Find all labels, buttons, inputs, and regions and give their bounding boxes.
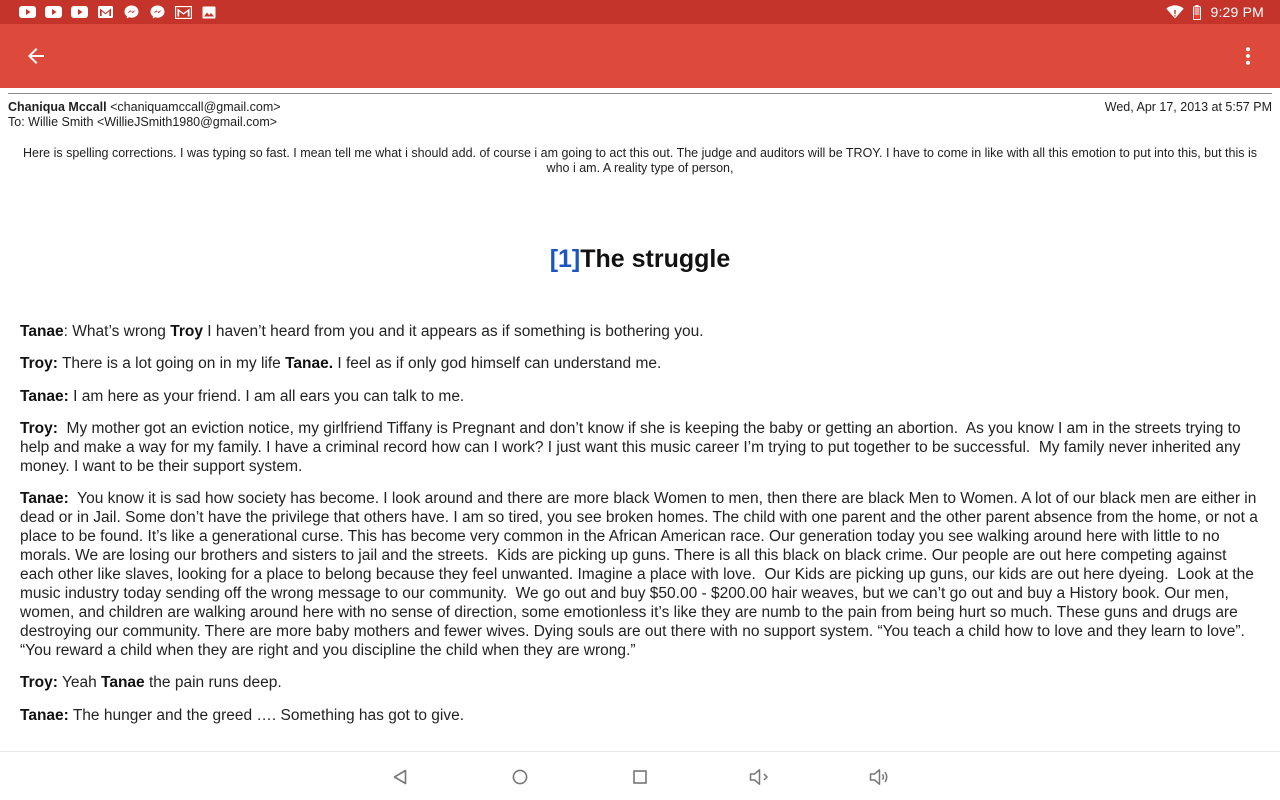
dialogue-text: the pain runs deep. [144,674,282,692]
dialogue-line [20,673,1262,692]
dialogue-body [20,322,1262,738]
status-time: 9:29 PM [1210,4,1264,20]
email-intro: Here is spelling corrections. I was typing so fast. I mean tell me what i should add. of course i am going to act this out. The judge and auditors will be TROY. I have to come in like with all this emotion to put into this, but this is who i am. A reality type of person, [23,146,1257,175]
dialogue-text: The hunger and the greed …. Something has got to give. [72,706,465,724]
nav-home-icon [512,769,528,785]
navigation-bar [0,751,1280,800]
speaker-separator [58,420,67,437]
arrow-back-icon [27,47,45,65]
to-label: To: [8,115,25,129]
gallery-icon [200,6,218,19]
dialogue-line [20,706,1262,725]
dialogue-line [20,354,1262,373]
messenger-icon [148,6,166,19]
recipient-name[interactable]: Willie Smith [28,115,94,129]
dialogue-text: Yeah [61,674,102,692]
header-divider [8,93,1272,94]
volume-down-button[interactable] [748,765,772,789]
youtube-icon [70,6,88,19]
dialogue-text: What’s wrong [72,323,171,340]
battery-low-icon [1192,6,1202,19]
gmail-icon [96,6,114,19]
notification-icons [0,6,218,19]
speaker-mention: Tanae [101,674,145,692]
from-line [8,100,1272,115]
volume-up-button[interactable] [868,765,892,789]
speaker-name: Tanae: [20,706,69,724]
speaker-separator: : [63,323,73,340]
dialogue-line [20,489,1262,660]
email-date: Wed, Apr 17, 2013 at 5:57 PM [1104,100,1272,114]
nav-recents-icon [633,770,647,784]
speaker-name: Troy: [20,419,58,437]
more-vert-icon [1245,47,1251,65]
dialogue-text: I feel as if only god himself can understand me. [333,355,662,373]
speaker-mention: Tanae. [285,355,334,373]
speaker-name: Tanae: [20,490,69,508]
volume-up-icon [869,768,891,786]
dialogue-text: I am here as your friend. I am all ears you can talk to me. [73,387,465,405]
nav-recents-button[interactable] [628,765,652,789]
sender-email[interactable]: <chaniquamccall@gmail.com> [110,100,281,114]
speaker-name: Troy: [20,674,58,692]
recipient-email[interactable]: <WillieJSmith1980@gmail.com> [96,115,278,129]
back-button[interactable] [20,40,52,72]
document-title [0,245,1280,274]
nav-back-icon [393,769,407,785]
wifi-icon [1166,6,1184,19]
dialogue-text: I haven’t heard from you and it appears as if something is bothering you. [202,323,704,340]
status-right [1166,0,1264,24]
speaker-name: Troy: [20,355,58,373]
title-text: The struggle [580,245,731,273]
dialogue-text: My mother got an eviction notice, my girlfriend Tiffany is Pregnant and don’t know if she is keeping the baby or getting an abortion. As you know I am in the streets trying to help and make a way for my family. I have a criminal record how can I work? I just want this music career I’m trying to put together to be successful. My family never inherited any money. I want to be their support system. [20,419,1245,475]
speaker-separator [69,490,77,507]
to-line [8,115,1272,130]
sender-name[interactable]: Chaniqua Mccall [8,100,107,114]
dialogue-text: There is a lot going on in my life [61,355,286,373]
nav-home-button[interactable] [508,765,532,789]
status-bar [0,0,1280,24]
footnote-link[interactable]: [1] [549,245,581,273]
email-header [8,100,1272,130]
nav-back-button[interactable] [388,765,412,789]
email-content [0,88,1280,751]
dialogue-line [20,322,1262,341]
youtube-icon [44,6,62,19]
speaker-name: Tanae [20,323,64,340]
gmail-inbox-icon [174,6,192,19]
messenger-icon [122,6,140,19]
more-options-button[interactable] [1232,40,1264,72]
speaker-mention: Troy [170,323,203,340]
dialogue-text: You know it is sad how society has become. I look around and there are more black Women to men, then there are black Men to Women. A lot of our black men are either in dead or in Jail. Some don’t have the privilege that others have. I am so tired, you see broken homes. The child with one parent and the other parent absence from the home, or not a place to be found. It’s like a generational curse. This has become very common in the African American race. Our generation today you see walking around here with little to no morals. We are losing our brothers and sisters to jail and the streets. Kids are picking up guns. There is all this black on black crime. Our people are out here competing against each other like slaves, looking for a place to belong because they feel unwanted. Imagine a place with love. Our Kids are picking up guns, our kids are out here dyeing. Look at the music industry today sending off the wrong message to our community. We go out and buy $50.00 - $200.00 hair weaves, but we can’t go out and buy a History book. Our men, women, and children are walking around here with no sense of direction, some emotionless it’s like they are numb to the pain from being hurt so much. These guns and drugs are destroying our community. There are more baby mothers and fewer wives. Dying souls are out there with no support system. “You teach a child how to love and they learn to love”. “You reward a child when they are right and you discipline the child when they are wrong.” [20,490,1263,660]
dialogue-line [20,387,1262,406]
speaker-name: Tanae: [20,387,69,405]
youtube-icon [18,6,36,19]
volume-down-icon [749,768,771,786]
dialogue-line [20,419,1262,476]
app-bar [0,24,1280,88]
